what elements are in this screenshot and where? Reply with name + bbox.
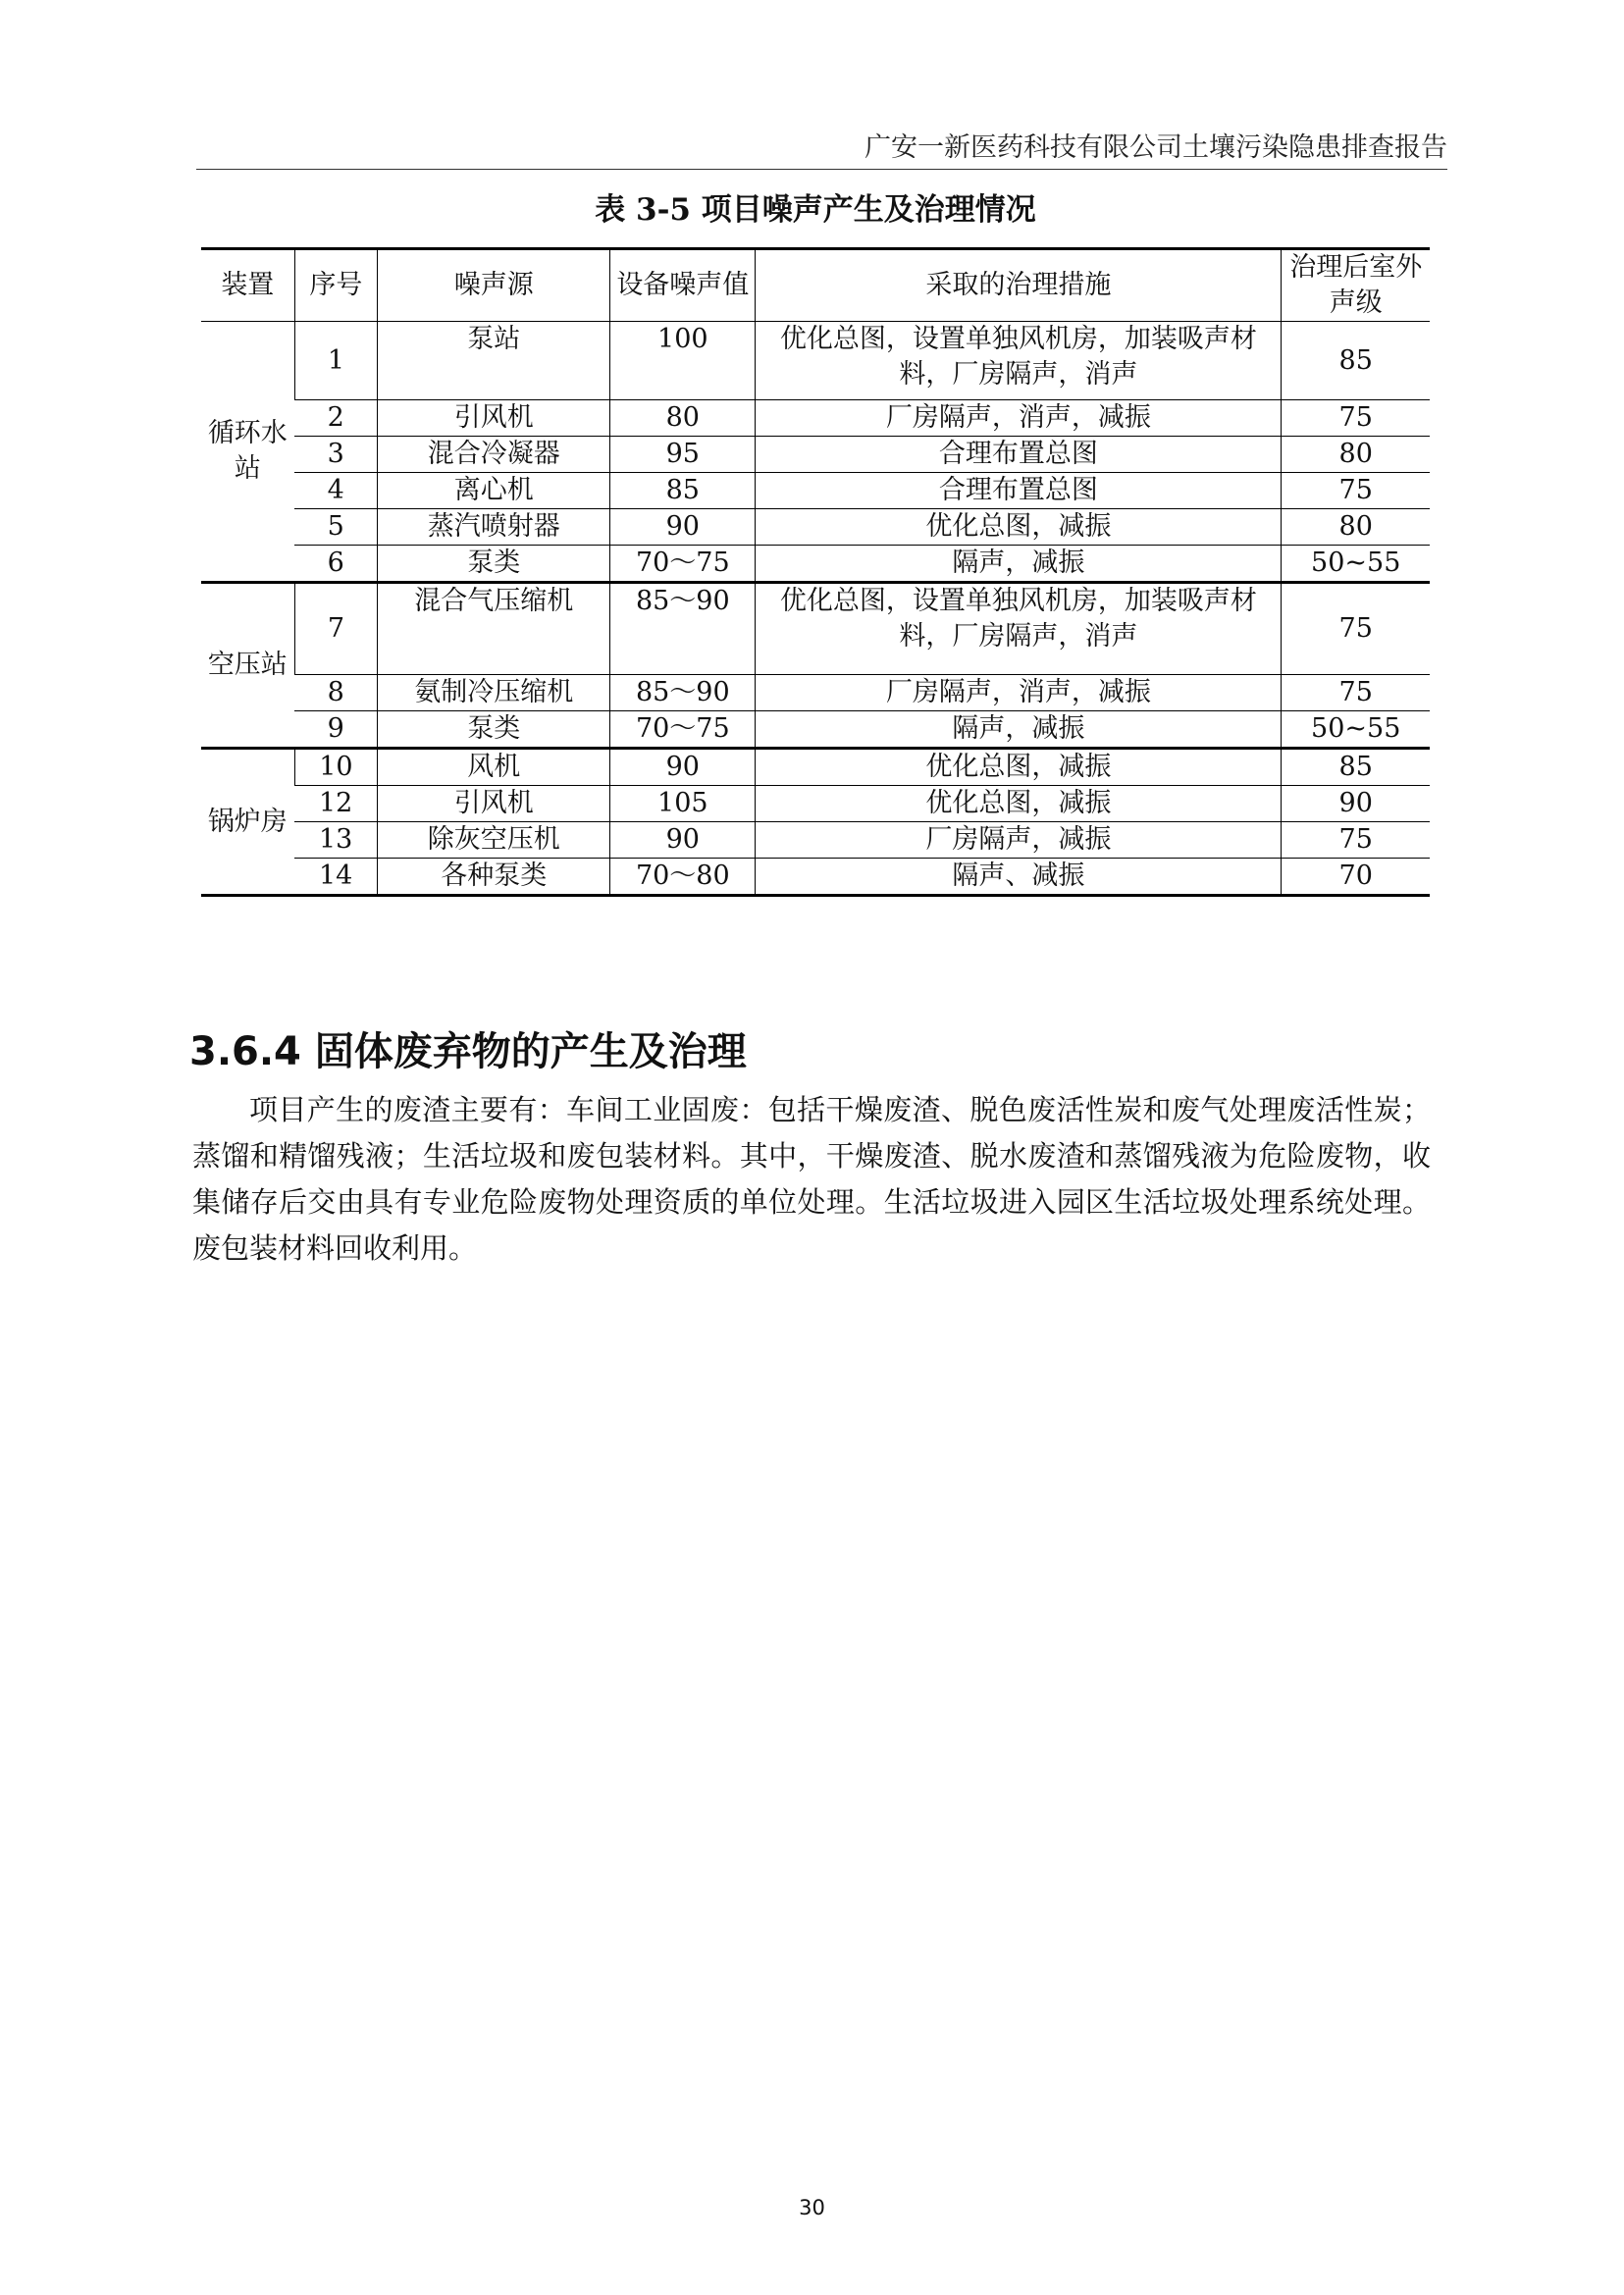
group-name-cell: 空压站 bbox=[201, 583, 294, 749]
noise-source-cell: 泵站 bbox=[378, 322, 610, 400]
noise-source-cell: 混合冷凝器 bbox=[378, 437, 610, 473]
table-row bbox=[201, 749, 1430, 786]
measure-cell: 优化总图，设置单独风机房，加装吸声材料，厂房隔声，消声 bbox=[756, 583, 1282, 675]
noise-level-cell: 100 bbox=[610, 322, 756, 400]
row-number-cell: 14 bbox=[294, 859, 378, 896]
noise-level-cell: 90 bbox=[610, 749, 756, 786]
table-row bbox=[201, 583, 1430, 675]
table-row bbox=[201, 473, 1430, 509]
noise-level-cell: 70～75 bbox=[610, 546, 756, 583]
row-number-cell: 2 bbox=[294, 400, 378, 437]
noise-source-cell: 氨制冷压缩机 bbox=[378, 675, 610, 711]
row-number-cell: 7 bbox=[294, 583, 378, 675]
noise-source-cell: 除灰空压机 bbox=[378, 822, 610, 859]
measure-cell: 隔声，减振 bbox=[756, 711, 1282, 749]
measure-cell: 厂房隔声，消声，减振 bbox=[756, 400, 1282, 437]
section-heading: 3.6.4 固体废弃物的产生及治理 bbox=[189, 1029, 747, 1074]
after-level-cell: 50~55 bbox=[1282, 711, 1430, 749]
noise-level-cell: 105 bbox=[610, 786, 756, 822]
after-level-cell: 75 bbox=[1282, 675, 1430, 711]
noise-source-cell: 离心机 bbox=[378, 473, 610, 509]
page-number: 30 bbox=[799, 2196, 825, 2219]
noise-level-cell: 80 bbox=[610, 400, 756, 437]
noise-source-cell: 泵类 bbox=[378, 546, 610, 583]
row-number-cell: 10 bbox=[294, 749, 378, 786]
noise-level-cell: 85～90 bbox=[610, 583, 756, 675]
table-row bbox=[201, 859, 1430, 896]
measure-cell: 优化总图，减振 bbox=[756, 786, 1282, 822]
table-row bbox=[201, 675, 1430, 711]
after-level-cell: 80 bbox=[1282, 437, 1430, 473]
row-number-cell: 9 bbox=[294, 711, 378, 749]
noise-source-cell: 混合气压缩机 bbox=[378, 583, 610, 675]
row-number-cell: 6 bbox=[294, 546, 378, 583]
table-row bbox=[201, 822, 1430, 859]
table-row bbox=[201, 786, 1430, 822]
row-number-cell: 5 bbox=[294, 509, 378, 546]
measure-cell: 厂房隔声，消声，减振 bbox=[756, 675, 1282, 711]
table-row bbox=[201, 711, 1430, 749]
table-row bbox=[201, 437, 1430, 473]
row-number-cell: 8 bbox=[294, 675, 378, 711]
row-number-cell: 3 bbox=[294, 437, 378, 473]
after-level-cell: 75 bbox=[1282, 822, 1430, 859]
after-level-cell: 80 bbox=[1282, 509, 1430, 546]
running-header: 广安一新医药科技有限公司土壤污染隐患排查报告 bbox=[864, 132, 1447, 163]
noise-source-cell: 风机 bbox=[378, 749, 610, 786]
noise-level-cell: 85 bbox=[610, 473, 756, 509]
measure-cell: 合理布置总图 bbox=[756, 437, 1282, 473]
noise-source-cell: 引风机 bbox=[378, 786, 610, 822]
after-level-cell: 90 bbox=[1282, 786, 1430, 822]
measure-cell: 合理布置总图 bbox=[756, 473, 1282, 509]
table-body bbox=[201, 322, 1430, 896]
table-row bbox=[201, 509, 1430, 546]
table-caption: 表 3-5 项目噪声产生及治理情况 bbox=[595, 192, 1036, 228]
noise-level-cell: 70～80 bbox=[610, 859, 756, 896]
measure-cell: 优化总图，减振 bbox=[756, 509, 1282, 546]
noise-source-cell: 各种泵类 bbox=[378, 859, 610, 896]
section-paragraph: 项目产生的废渣主要有：车间工业固废：包括干燥废渣、脱色废活性炭和废气处理废活性炭；蒸馏和精馏残液；生活垃圾和废包装材料。其中，干燥废渣、脱水废渣和蒸馏残液为危险废物，收集储存后交由具有专业危险废物处理资质的单位处理。生活垃圾进入园区生活垃圾处理系统处理。废包装材料回收利用。 bbox=[192, 1093, 1431, 1265]
col-header-number: 序号 bbox=[294, 249, 378, 322]
row-number-cell: 1 bbox=[294, 322, 378, 400]
noise-level-cell: 95 bbox=[610, 437, 756, 473]
after-level-cell: 70 bbox=[1282, 859, 1430, 896]
noise-table bbox=[201, 247, 1430, 897]
row-number-cell: 13 bbox=[294, 822, 378, 859]
table-row bbox=[201, 322, 1430, 400]
noise-level-cell: 70～75 bbox=[610, 711, 756, 749]
after-level-cell: 85 bbox=[1282, 322, 1430, 400]
col-header-measure: 采取的治理措施 bbox=[756, 249, 1282, 322]
measure-cell: 优化总图，减振 bbox=[756, 749, 1282, 786]
col-header-device: 装置 bbox=[201, 249, 294, 322]
measure-cell: 隔声、减振 bbox=[756, 859, 1282, 896]
col-header-level: 设备噪声值 bbox=[610, 249, 756, 322]
after-level-cell: 85 bbox=[1282, 749, 1430, 786]
table-row bbox=[201, 400, 1430, 437]
measure-cell: 隔声，减振 bbox=[756, 546, 1282, 583]
col-header-source: 噪声源 bbox=[378, 249, 610, 322]
noise-source-cell: 引风机 bbox=[378, 400, 610, 437]
measure-cell: 优化总图，设置单独风机房，加装吸声材料，厂房隔声，消声 bbox=[756, 322, 1282, 400]
group-name-cell: 循环水站 bbox=[201, 322, 294, 583]
noise-level-cell: 85～90 bbox=[610, 675, 756, 711]
noise-level-cell: 90 bbox=[610, 509, 756, 546]
col-header-after: 治理后室外声级 bbox=[1282, 249, 1430, 322]
header-rule bbox=[196, 169, 1447, 170]
group-name-cell: 锅炉房 bbox=[201, 749, 294, 896]
noise-source-cell: 蒸汽喷射器 bbox=[378, 509, 610, 546]
after-level-cell: 50~55 bbox=[1282, 546, 1430, 583]
noise-source-cell: 泵类 bbox=[378, 711, 610, 749]
noise-level-cell: 90 bbox=[610, 822, 756, 859]
row-number-cell: 12 bbox=[294, 786, 378, 822]
table-row bbox=[201, 546, 1430, 583]
after-level-cell: 75 bbox=[1282, 583, 1430, 675]
measure-cell: 厂房隔声，减振 bbox=[756, 822, 1282, 859]
row-number-cell: 4 bbox=[294, 473, 378, 509]
after-level-cell: 75 bbox=[1282, 400, 1430, 437]
after-level-cell: 75 bbox=[1282, 473, 1430, 509]
